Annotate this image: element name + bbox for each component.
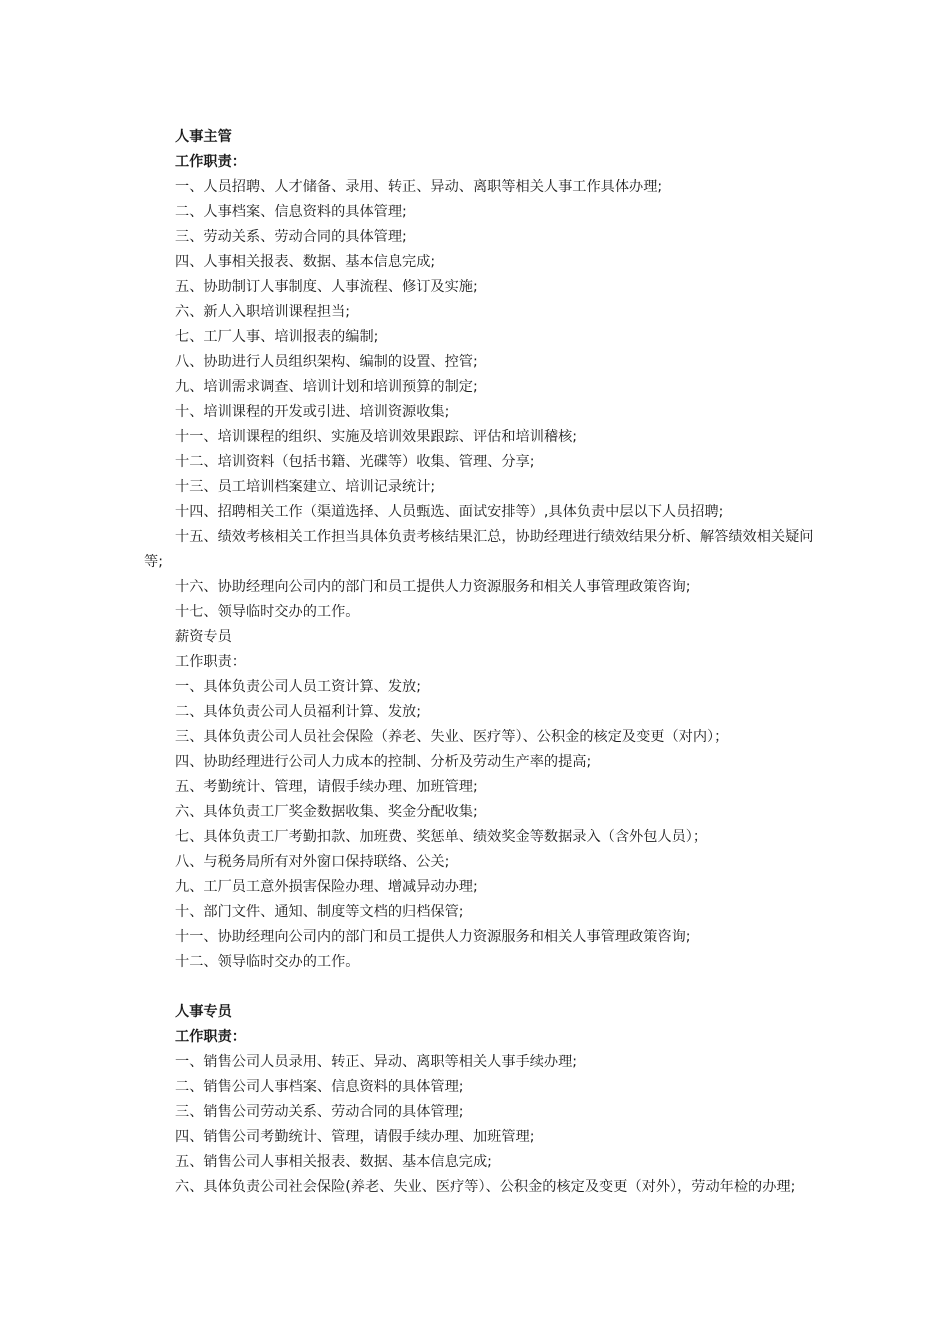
duty-item: 六、新人入职培训课程担当; [175, 304, 351, 320]
section-title: 人事主管 [175, 129, 232, 145]
duty-item: 二、销售公司人事档案、信息资料的具体管理; [175, 1079, 464, 1095]
section-title: 人事专员 [175, 1004, 232, 1020]
duty-item: 九、工厂员工意外损害保险办理、增减异动办理; [175, 879, 478, 895]
duty-item: 十二、领导临时交办的工作。 [175, 954, 360, 970]
duty-item: 五、销售公司人事相关报表、数据、基本信息完成; [175, 1154, 492, 1170]
duty-item: 一、销售公司人员录用、转正、异动、离职等相关人事手续办理; [175, 1054, 578, 1070]
section-1 [144, 125, 814, 625]
duty-item: 十、部门文件、通知、制度等文档的归档保管; [175, 904, 464, 920]
section-3 [144, 1000, 814, 1200]
duty-item: 三、销售公司劳动关系、劳动合同的具体管理; [175, 1104, 464, 1120]
duty-item: 六、具体负责工厂奖金数据收集、奖金分配收集; [175, 804, 478, 820]
duty-item: 十六、协助经理向公司内的部门和员工提供人力资源服务和相关人事管理政策咨询; [175, 579, 691, 595]
duty-item: 十七、领导临时交办的工作。 [175, 604, 360, 620]
duty-item: 七、具体负责工厂考勤扣款、加班费、奖惩单、绩效奖金等数据录入（含外包人员）； [175, 829, 708, 845]
duty-item: 十一、培训课程的组织、实施及培训效果跟踪、评估和培训稽核; [175, 429, 578, 445]
duty-item: 三、具体负责公司人员社会保险（养老、失业、医疗等）、公积金的核定及变更（对内）； [175, 729, 729, 745]
document-page [144, 125, 814, 1200]
duty-item: 一、人员招聘、人才储备、录用、转正、异动、离职等相关人事工作具体办理; [175, 179, 663, 195]
duty-item: 四、协助经理进行公司人力成本的控制、分析及劳动生产率的提高; [175, 754, 592, 770]
duty-item: 十一、协助经理向公司内的部门和员工提供人力资源服务和相关人事管理政策咨询; [175, 929, 691, 945]
duty-item: 四、销售公司考勤统计、管理，请假手续办理、加班管理; [175, 1129, 535, 1145]
duty-item: 八、与税务局所有对外窗口保持联络、公关; [175, 854, 450, 870]
duty-item: 十三、员工培训档案建立、培训记录统计; [175, 479, 436, 495]
duty-item: 十五、绩效考核相关工作担当具体负责考核结果汇总，协助经理进行绩效结果分析、解答绩效相关疑问等; [144, 529, 814, 570]
duty-item: 二、具体负责公司人员福利计算、发放; [175, 704, 421, 720]
duty-item: 四、人事相关报表、数据、基本信息完成; [175, 254, 436, 270]
duty-item: 七、工厂人事、培训报表的编制; [175, 329, 379, 345]
duty-item: 二、人事档案、信息资料的具体管理; [175, 204, 407, 220]
section-title: 薪资专员 [175, 629, 232, 645]
duty-item: 三、劳动关系、劳动合同的具体管理; [175, 229, 407, 245]
duty-item: 一、具体负责公司人员工资计算、发放; [175, 679, 421, 695]
duty-item: 五、协助制订人事制度、人事流程、修订及实施; [175, 279, 478, 295]
duty-item: 十、培训课程的开发或引进、培训资源收集; [175, 404, 450, 420]
duty-item: 十二、培训资料（包括书籍、光碟等）收集、管理、分享; [175, 454, 535, 470]
section-subtitle: 工作职责： [175, 1029, 246, 1045]
section-subtitle: 工作职责： [175, 654, 246, 670]
document-body [144, 125, 814, 1200]
section-subtitle: 工作职责： [175, 154, 246, 170]
duty-item: 九、培训需求调查、培训计划和培训预算的制定; [175, 379, 478, 395]
duty-item: 五、考勤统计、管理，请假手续办理、加班管理; [175, 779, 478, 795]
duty-item: 八、协助进行人员组织架构、编制的设置、控管; [175, 354, 478, 370]
duty-item: 六、具体负责公司社会保险(养老、失业、医疗等）、公积金的核定及变更（对外），劳动年检的办理; [175, 1179, 796, 1195]
duty-item: 十四、招聘相关工作（渠道选择、人员甄选、面试安排等）,具体负责中层以下人员招聘; [175, 504, 724, 520]
section-2 [144, 625, 814, 975]
